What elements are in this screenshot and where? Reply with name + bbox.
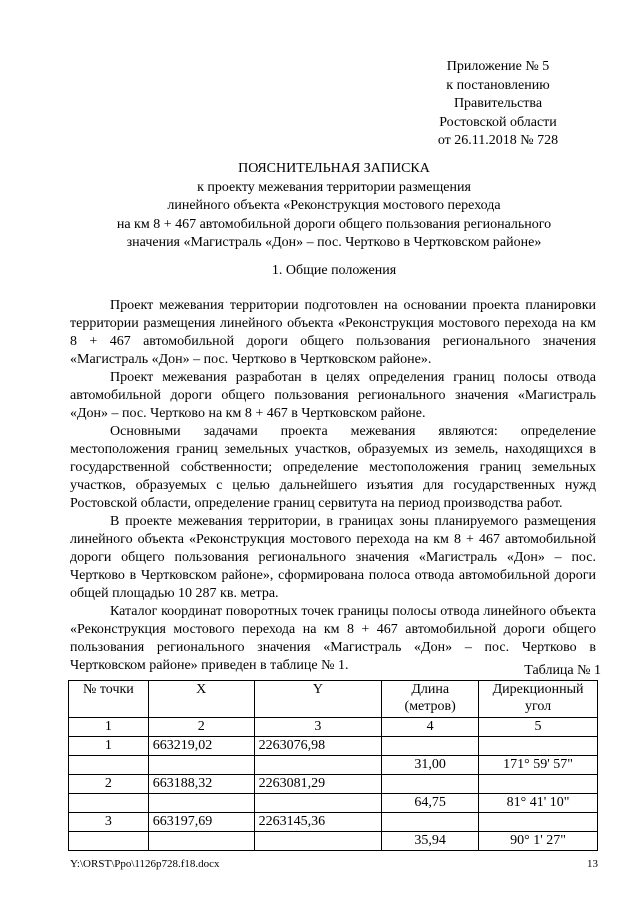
table-row	[69, 813, 598, 832]
paragraph: Основными задачами проекта межевания являются: определение местоположения границ земельных участков, образуемых из земель, находящихся в государственной собственности; определение местоположения границ земельных участков, образуемых с целью дальнейшего изъятия для государственных нужд Ростовской области, определение границ сервитута на период производства работ.	[70, 424, 596, 511]
title-line: значения «Магистраль «Дон» – пос. Чертково в Чертковском районе»	[126, 235, 542, 250]
file-path: Y:\ORST\Ppo\1126p728.f18.docx	[70, 858, 220, 870]
table-cell: 2263076,98	[254, 737, 382, 756]
table-cell	[479, 737, 598, 756]
table-cell: 663197,69	[148, 813, 254, 832]
table-cell	[479, 813, 598, 832]
table-row	[69, 737, 598, 756]
paragraph: Проект межевания разработан в целях определения границ полосы отвода автомобильной дороги общего пользования регионального значения «Магистраль «Дон» – пос. Чертково на км 8 + 467 в Чертковском районе.	[70, 370, 596, 421]
table-header-row	[69, 681, 598, 718]
table-cell	[254, 832, 382, 851]
paragraph: Проект межевания территории подготовлен на основании проекта планировки территории размещения линейного объекта «Реконструкция мостового перехода на км 8 + 467 автомобильной дороги общего пользования регионального значения «Магистраль «Дон» – пос. Чертково в Чертковском районе».	[70, 298, 596, 367]
table-cell: 2	[148, 718, 254, 737]
table-cell	[148, 756, 254, 775]
paragraph: Каталог координат поворотных точек границы полосы отвода линейного объекта «Реконструкция мостового перехода на км 8 + 467 автомобильной дороги общего пользования регионального значения «Магистраль «Дон» – пос. Чертково в Чертковском районе» приведен в таблице № 1.	[70, 604, 596, 673]
table-cell: 3	[254, 718, 382, 737]
table-cell	[69, 832, 149, 851]
table-numbering-row	[69, 718, 598, 737]
appendix-line: Ростовской области	[439, 114, 557, 130]
header-angle: Дирекционный угол	[479, 681, 598, 718]
title-line: к проекту межевания территории размещения	[197, 179, 471, 195]
table-cell: 3	[69, 813, 149, 832]
page-number: 13	[587, 858, 598, 870]
table-cell: 2	[69, 775, 149, 794]
table-cell: 663219,02	[148, 737, 254, 756]
body-text	[70, 297, 596, 675]
appendix-line: Приложение № 5	[446, 59, 550, 74]
title-line: линейного объекта «Реконструкция мостового перехода	[167, 198, 501, 213]
table-cell	[479, 775, 598, 794]
table-cell: 663188,32	[148, 775, 254, 794]
table-cell: 64,75	[382, 794, 479, 813]
table-cell: 81° 41' 10"	[479, 794, 598, 813]
table-cell: 5	[479, 718, 598, 737]
table-cell	[148, 832, 254, 851]
header-length: Длина (метров)	[382, 681, 479, 718]
table-cell	[382, 737, 479, 756]
appendix-block	[413, 58, 583, 151]
table-cell: 31,00	[382, 756, 479, 775]
appendix-line: к постановлению	[446, 77, 550, 93]
table-row	[69, 794, 598, 813]
table-cell: 1	[69, 737, 149, 756]
header-y: Y	[254, 681, 382, 718]
table-cell: 1	[69, 718, 149, 737]
section-heading: 1. Общие положения	[271, 263, 397, 278]
table-cell: 2263145,36	[254, 813, 382, 832]
appendix-line: Правительства	[453, 96, 543, 111]
table-cell: 2263081,29	[254, 775, 382, 794]
table-cell	[382, 775, 479, 794]
table-row	[69, 756, 598, 775]
table-cell	[69, 794, 149, 813]
table-cell: 35,94	[382, 832, 479, 851]
title-line: на км 8 + 467 автомобильной дороги общего пользования регионального	[116, 216, 552, 232]
page-footer	[70, 855, 598, 873]
title-heading: ПОЯСНИТЕЛЬНАЯ ЗАПИСКА	[238, 161, 430, 176]
table-label: Таблица № 1	[524, 663, 601, 678]
document-title	[70, 160, 598, 253]
table-cell	[148, 794, 254, 813]
paragraph: В проекте межевания территории, в границах зоны планируемого размещения линейного объекта «Реконструкция мостового перехода на км 8 + 467 автомобильной дороги общего пользования регионального значения «Магистраль «Дон» – пос. Чертково в Чертковском районе», сформирована полоса отвода автомобильной дороги общей площадью 10 287 кв. метра.	[70, 514, 596, 601]
table-cell: 90° 1' 27"	[479, 832, 598, 851]
table-cell	[382, 813, 479, 832]
table-row	[69, 832, 598, 851]
coordinates-table	[68, 680, 598, 851]
table-cell	[254, 756, 382, 775]
table-cell	[69, 756, 149, 775]
table-cell: 171° 59' 57"	[479, 756, 598, 775]
table-row	[69, 775, 598, 794]
table-cell: 4	[382, 718, 479, 737]
header-x: X	[148, 681, 254, 718]
header-point: № точки	[69, 681, 149, 718]
appendix-line: от 26.11.2018 № 728	[437, 133, 559, 148]
table-cell	[254, 794, 382, 813]
